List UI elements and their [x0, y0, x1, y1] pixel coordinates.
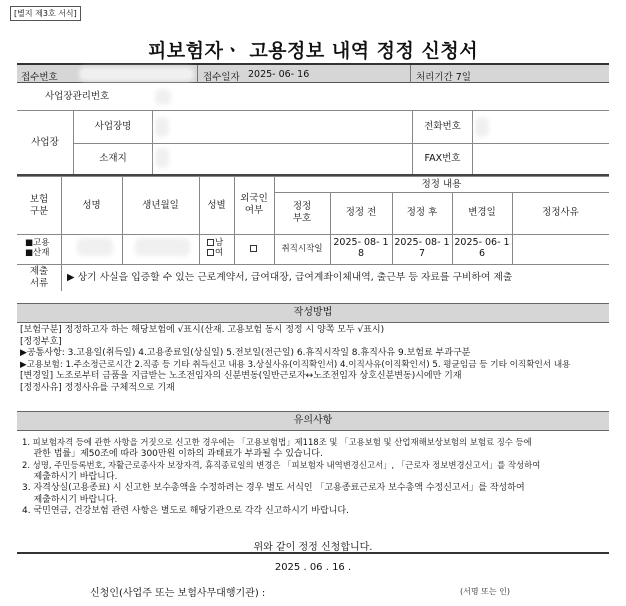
receipt-no-label: 접수번호	[21, 72, 58, 83]
change-date-header: 변경일	[468, 207, 496, 218]
page-title: 피보험자ㆍ 고용정보 내역 정정 신청서	[147, 40, 479, 62]
caution-line: 제출하시기 바랍니다.	[22, 494, 118, 505]
guide-line: ▶공통사항: 3.고용일(취득일) 4.고용종료일(상실일) 5.전보일(전근일) 6.휴직시작일 8.휴직사유 9.보험료 부과구분	[20, 348, 471, 358]
caution-line: 제출하시기 바랍니다.	[22, 471, 118, 482]
statement: 위와 같이 정정 신청합니다.	[253, 542, 373, 553]
fax-label: FAX번호	[424, 153, 461, 164]
caution-line: 2. 성명, 주민등록번호, 자활근로종사자 보장자격, 휴직종료일의 변경은 「피보험자 내역변경신고서」, 「근로자 정보변경신고서」를 작성하여	[22, 460, 541, 470]
phone-redacted	[475, 117, 489, 137]
documents-label: 제출 서류	[29, 266, 49, 289]
birth-header: 생년월일	[142, 200, 179, 211]
address-label: 소재지	[99, 153, 127, 164]
workplace-name-redacted	[155, 117, 169, 137]
workplace-section-label: 사업장	[31, 137, 59, 148]
reason-header: 정정사유	[542, 207, 579, 218]
checkbox-icon	[250, 245, 257, 252]
before-header: 정정 전	[345, 207, 377, 218]
mgmt-no-redacted	[155, 89, 171, 105]
ins-employment[interactable]: ■고용	[25, 238, 50, 248]
guide-line: [정정사유] 정정사유를 구체적으로 기재	[20, 382, 175, 393]
caution-title-bar	[17, 411, 609, 431]
before-value: 2025- 08- 1 8	[333, 237, 389, 259]
guide-line: [정정부호]	[20, 336, 62, 347]
guide-line: [변경일] 노조로부터 금품을 지급받는 노조전임자의 신분변동(일반근로자↔노조전임자 상호신분변동)시에만 기재	[20, 371, 462, 381]
caution-section	[22, 437, 610, 518]
checkbox-icon	[207, 239, 214, 246]
receipt-date-label: 접수일자	[203, 72, 240, 83]
birth-redacted	[135, 238, 190, 256]
code-header: 정정 부호	[292, 201, 312, 224]
documents-text: ▶ 상기 사실을 입증할 수 있는 근로계약서, 급여대장, 급여계좌이체내역, 출근부 등 자료를 구비하여 제출	[67, 272, 513, 283]
guide-title: 작성방법	[293, 307, 333, 318]
name-header: 성명	[82, 200, 101, 211]
gender-female-option[interactable]: 여	[207, 248, 223, 258]
application-date: 2025 . 06 . 16 .	[274, 562, 352, 573]
name-redacted	[77, 238, 113, 256]
ins-industrial[interactable]: ■산재	[25, 248, 50, 258]
caution-line: 3. 자격상실(고용종료) 시 신고한 보수총액을 수정하려는 경우 별도 서식인 「고용종료근로자 보수총액 수정신고서」를 작성하여	[22, 483, 525, 493]
application-form-grid	[17, 83, 609, 291]
foreign-header: 외국인 여부	[240, 193, 268, 216]
insurance-type-cell	[25, 238, 49, 258]
sign-note: (서명 또는 인)	[460, 587, 510, 596]
insurance-type-header: 보험 구분	[29, 194, 49, 217]
receipt-strip	[17, 63, 609, 83]
guide-section	[20, 325, 610, 394]
checkbox-icon	[207, 249, 214, 256]
signer-label: 신청인(사업주 또는 보험사무대행기관) :	[90, 588, 266, 599]
guide-line: ▶고용보험: 1.주소정근로시간 2.직종 등 기타 취득신고 내용 3.상실사유(이직확인서) 4.이직사유(이직확인서) 5. 평균임금 등 기타 이직확인서 내용	[20, 359, 571, 370]
caution-line: 4. 국민연금, 건강보험 관련 사항은 별도로 해당기관으로 각각 신고하시기 바랍니다.	[22, 506, 349, 516]
mgmt-no-label: 사업장관리번호	[45, 91, 110, 102]
gender-header: 성별	[207, 200, 226, 211]
caution-title: 유의사항	[293, 415, 333, 426]
change-date-value: 2025- 06- 1 6	[454, 237, 510, 259]
after-value: 2025- 08- 1 7	[394, 237, 450, 259]
correction-header: 정정 내용	[421, 179, 462, 190]
workplace-name-label: 사업장명	[94, 121, 132, 132]
receipt-no-redacted	[79, 67, 194, 81]
code-value: 취직시작일	[281, 244, 323, 254]
receipt-date-value: 2025- 06- 16	[248, 69, 310, 80]
guide-title-bar	[17, 303, 609, 323]
form-id: [별지 제3호 서식]	[10, 6, 81, 21]
gender-cell	[207, 238, 223, 258]
caution-line: 관한 법률」제50조에 따라 300만원 이하의 과태료가 부과될 수 있습니다.	[22, 448, 323, 459]
processing-period: 처리기간 7일	[416, 72, 471, 83]
guide-line: [보험구분] 정정하고자 하는 해당보험에 √표시(산재. 고용보험 동시 정정 시 양쪽 모두 √표시)	[20, 325, 385, 335]
caution-line: 1. 피보험자격 등에 관한 사항을 거짓으로 신고한 경우에는 「고용보험법」제118조 및 「고용보험 및 산업재해보상보험의 보험료 징수 등에	[22, 437, 532, 447]
phone-label: 전화번호	[424, 121, 461, 132]
foreign-cell[interactable]	[234, 243, 274, 255]
after-header: 정정 후	[406, 207, 438, 218]
address-redacted	[155, 148, 169, 168]
gender-male-option[interactable]: 남	[207, 238, 223, 248]
